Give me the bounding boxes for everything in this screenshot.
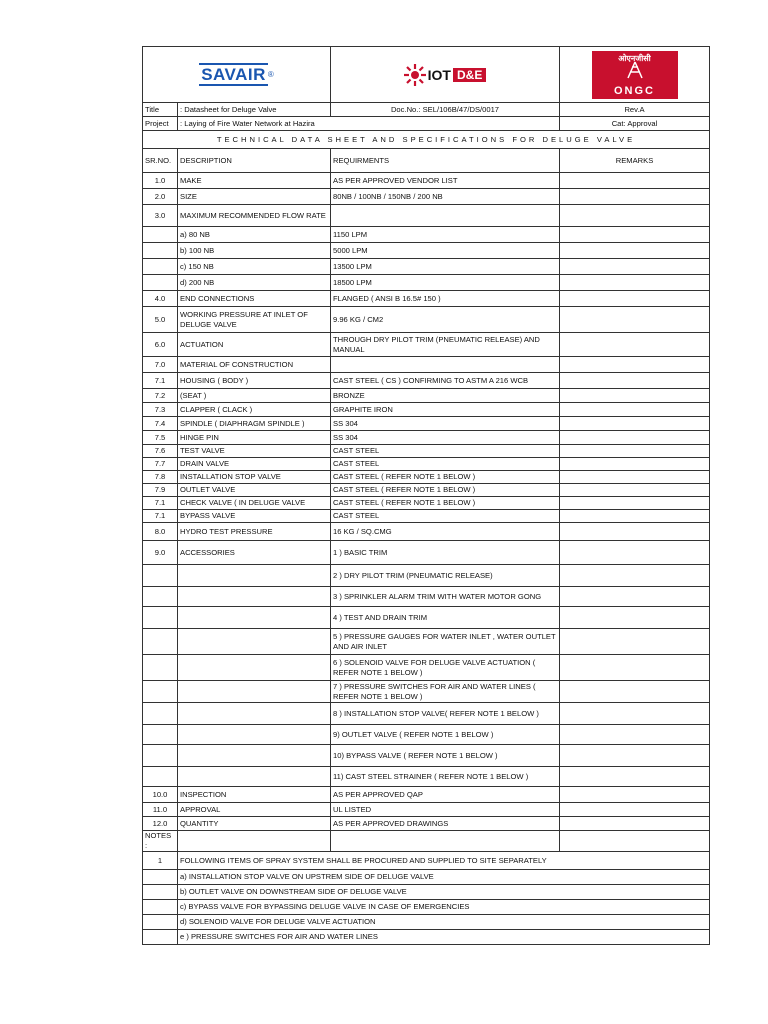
row-requirement: AS PER APPROVED DRAWINGS — [331, 817, 560, 831]
row-remarks — [560, 458, 710, 471]
row-remarks — [560, 725, 710, 745]
row-remarks — [560, 307, 710, 333]
notes-blank — [560, 831, 710, 852]
column-header-row — [143, 149, 710, 173]
row-remarks — [560, 431, 710, 445]
title-value: : Datasheet for Deluge Valve — [178, 103, 331, 117]
iot-logo-cell — [331, 47, 560, 103]
row-srno: 7.1 — [143, 510, 178, 523]
row-requirement: 9.96 KG / CM2 — [331, 307, 560, 333]
row-srno: 4.0 — [143, 291, 178, 307]
iot-sun-icon — [404, 64, 426, 86]
table-row — [143, 445, 710, 458]
row-requirement: 18500 LPM — [331, 275, 560, 291]
row-requirement: 7 ) PRESSURE SWITCHES FOR AIR AND WATER LINES ( REFER NOTE 1 BELOW ) — [331, 681, 560, 703]
row-description: MAXIMUM RECOMMENDED FLOW RATE — [178, 205, 331, 227]
row-remarks — [560, 471, 710, 484]
row-srno: 6.0 — [143, 333, 178, 357]
note-item-text: d) SOLENOID VALVE FOR DELUGE VALVE ACTUATION — [178, 915, 710, 930]
table-row — [143, 510, 710, 523]
col-remarks: REMARKS — [560, 149, 710, 173]
note-item-text: c) BYPASS VALVE FOR BYPASSING DELUGE VALVE IN CASE OF EMERGENCIES — [178, 900, 710, 915]
note-item-blank — [143, 915, 178, 930]
row-srno: 2.0 — [143, 189, 178, 205]
row-description: ACTUATION — [178, 333, 331, 357]
row-remarks — [560, 173, 710, 189]
table-row — [143, 189, 710, 205]
row-description — [178, 745, 331, 767]
row-requirement: CAST STEEL — [331, 510, 560, 523]
row-description: CHECK VALVE ( IN DELUGE VALVE — [178, 497, 331, 510]
table-row — [143, 458, 710, 471]
row-remarks — [560, 189, 710, 205]
row-srno — [143, 275, 178, 291]
row-description — [178, 565, 331, 587]
row-remarks — [560, 787, 710, 803]
row-description: BYPASS VALVE — [178, 510, 331, 523]
iot-logo — [333, 48, 557, 102]
registered-mark: ® — [267, 69, 274, 79]
row-description: SIZE — [178, 189, 331, 205]
row-description: MAKE — [178, 173, 331, 189]
row-description — [178, 725, 331, 745]
row-requirement: 1 ) BASIC TRIM — [331, 541, 560, 565]
row-description: OUTLET VALVE — [178, 484, 331, 497]
row-requirement: GRAPHITE IRON — [331, 403, 560, 417]
row-requirement: 1150 LPM — [331, 227, 560, 243]
row-requirement: 11) CAST STEEL STRAINER ( REFER NOTE 1 BELOW ) — [331, 767, 560, 787]
ongc-logo-cell — [560, 47, 710, 103]
row-srno — [143, 227, 178, 243]
table-row — [143, 471, 710, 484]
table-row — [143, 417, 710, 431]
row-remarks — [560, 523, 710, 541]
row-srno: 7.1 — [143, 373, 178, 389]
row-remarks — [560, 745, 710, 767]
table-row — [143, 607, 710, 629]
table-row — [143, 307, 710, 333]
row-requirement: 13500 LPM — [331, 259, 560, 275]
notes-label-row — [143, 831, 710, 852]
iot-wordmark: IOT — [427, 66, 451, 83]
note-item-row — [143, 885, 710, 900]
row-remarks — [560, 259, 710, 275]
row-description: ACCESSORIES — [178, 541, 331, 565]
row-remarks — [560, 373, 710, 389]
row-remarks — [560, 607, 710, 629]
row-srno: 7.6 — [143, 445, 178, 458]
row-srno — [143, 725, 178, 745]
row-requirement: CAST STEEL — [331, 458, 560, 471]
row-description: WORKING PRESSURE AT INLET OF DELUGE VALVE — [178, 307, 331, 333]
row-requirement: CAST STEEL ( REFER NOTE 1 BELOW ) — [331, 471, 560, 484]
row-description: MATERIAL OF CONSTRUCTION — [178, 357, 331, 373]
row-srno: 7.7 — [143, 458, 178, 471]
ongc-derrick-icon — [625, 61, 645, 79]
project-label: Project — [143, 117, 178, 131]
row-description — [178, 607, 331, 629]
row-description: APPROVAL — [178, 803, 331, 817]
category: Cat: Approval — [560, 117, 710, 131]
row-remarks — [560, 417, 710, 431]
savair-wordmark: SAVAIR — [201, 65, 266, 84]
row-requirement: SS 304 — [331, 431, 560, 445]
row-srno: 3.0 — [143, 205, 178, 227]
row-requirement: 16 KG / SQ.CMG — [331, 523, 560, 541]
row-remarks — [560, 629, 710, 655]
row-srno: 7.3 — [143, 403, 178, 417]
row-srno — [143, 259, 178, 275]
doc-number: Doc.No.: SEL/106B/47/DS/0017 — [331, 103, 560, 117]
row-srno: 7.8 — [143, 471, 178, 484]
row-requirement: SS 304 — [331, 417, 560, 431]
row-remarks — [560, 681, 710, 703]
row-remarks — [560, 205, 710, 227]
table-row — [143, 205, 710, 227]
row-requirement: 2 ) DRY PILOT TRIM (PNEUMATIC RELEASE) — [331, 565, 560, 587]
table-row — [143, 357, 710, 373]
table-row — [143, 587, 710, 607]
row-description: (SEAT ) — [178, 389, 331, 403]
table-row — [143, 497, 710, 510]
row-requirement: 6 ) SOLENOID VALVE FOR DELUGE VALVE ACTUATION ( REFER NOTE 1 BELOW ) — [331, 655, 560, 681]
row-requirement — [331, 357, 560, 373]
row-requirement: 5000 LPM — [331, 243, 560, 259]
row-srno — [143, 565, 178, 587]
table-row — [143, 373, 710, 389]
row-description: CLAPPER ( CLACK ) — [178, 403, 331, 417]
row-requirement: 3 ) SPRINKLER ALARM TRIM WITH WATER MOTOR GONG — [331, 587, 560, 607]
row-description: INSPECTION — [178, 787, 331, 803]
row-remarks — [560, 333, 710, 357]
table-row — [143, 173, 710, 189]
row-srno: 9.0 — [143, 541, 178, 565]
ongc-wordmark: ONGC — [614, 84, 655, 97]
table-row — [143, 523, 710, 541]
note-text: FOLLOWING ITEMS OF SPRAY SYSTEM SHALL BE PROCURED AND SUPPLIED TO SITE SEPARATELY — [178, 852, 710, 870]
notes-blank — [331, 831, 560, 852]
note-number: 1 — [143, 852, 178, 870]
row-remarks — [560, 389, 710, 403]
note-item-text: b) OUTLET VALVE ON DOWNSTREAM SIDE OF DELUGE VALVE — [178, 885, 710, 900]
row-srno: 8.0 — [143, 523, 178, 541]
table-row — [143, 725, 710, 745]
row-remarks — [560, 817, 710, 831]
row-description — [178, 767, 331, 787]
table-row — [143, 803, 710, 817]
row-requirement: CAST STEEL ( REFER NOTE 1 BELOW ) — [331, 497, 560, 510]
row-remarks — [560, 803, 710, 817]
row-remarks — [560, 497, 710, 510]
row-requirement: FLANGED ( ANSI B 16.5# 150 ) — [331, 291, 560, 307]
row-requirement: UL LISTED — [331, 803, 560, 817]
row-remarks — [560, 445, 710, 458]
sheet-title-row — [143, 131, 710, 149]
row-description — [178, 587, 331, 607]
revision: Rev.A — [560, 103, 710, 117]
datasheet-table — [142, 46, 710, 945]
table-row — [143, 817, 710, 831]
row-description: d) 200 NB — [178, 275, 331, 291]
row-srno — [143, 745, 178, 767]
table-row — [143, 681, 710, 703]
note-item-row — [143, 915, 710, 930]
table-row — [143, 629, 710, 655]
row-srno: 7.0 — [143, 357, 178, 373]
row-srno — [143, 587, 178, 607]
row-srno: 7.2 — [143, 389, 178, 403]
row-remarks — [560, 403, 710, 417]
row-requirement: 4 ) TEST AND DRAIN TRIM — [331, 607, 560, 629]
row-description: SPINDLE ( DIAPHRAGM SPINDLE ) — [178, 417, 331, 431]
table-row — [143, 389, 710, 403]
note-item-blank — [143, 930, 178, 945]
table-row — [143, 259, 710, 275]
row-srno — [143, 655, 178, 681]
row-requirement — [331, 205, 560, 227]
table-row — [143, 431, 710, 445]
sheet-title: TECHNICAL DATA SHEET AND SPECIFICATIONS FOR DELUGE VALVE — [143, 131, 710, 149]
row-description: DRAIN VALVE — [178, 458, 331, 471]
row-srno: 5.0 — [143, 307, 178, 333]
table-row — [143, 484, 710, 497]
table-row — [143, 541, 710, 565]
row-remarks — [560, 587, 710, 607]
table-row — [143, 767, 710, 787]
row-remarks — [560, 291, 710, 307]
row-srno: 7.9 — [143, 484, 178, 497]
row-srno — [143, 243, 178, 259]
note-item-blank — [143, 900, 178, 915]
row-srno: 7.5 — [143, 431, 178, 445]
table-row — [143, 275, 710, 291]
table-row — [143, 745, 710, 767]
row-description — [178, 681, 331, 703]
table-row — [143, 227, 710, 243]
table-row — [143, 403, 710, 417]
row-requirement: CAST STEEL — [331, 445, 560, 458]
note-item-row — [143, 900, 710, 915]
de-wordmark: D&E — [453, 68, 486, 82]
savair-logo — [145, 48, 328, 102]
row-srno — [143, 629, 178, 655]
row-description: INSTALLATION STOP VALVE — [178, 471, 331, 484]
row-description: b) 100 NB — [178, 243, 331, 259]
row-description: a) 80 NB — [178, 227, 331, 243]
row-description — [178, 655, 331, 681]
table-row — [143, 565, 710, 587]
row-requirement: 80NB / 100NB / 150NB / 200 NB — [331, 189, 560, 205]
ongc-logo — [592, 51, 678, 99]
row-remarks — [560, 655, 710, 681]
row-requirement: AS PER APPROVED VENDOR LIST — [331, 173, 560, 189]
note-item-text: e ) PRESSURE SWITCHES FOR AIR AND WATER LINES — [178, 930, 710, 945]
row-srno: 1.0 — [143, 173, 178, 189]
row-description: HYDRO TEST PRESSURE — [178, 523, 331, 541]
row-remarks — [560, 275, 710, 291]
project-row — [143, 117, 710, 131]
row-requirement: 8 ) INSTALLATION STOP VALVE( REFER NOTE 1 BELOW ) — [331, 703, 560, 725]
table-row — [143, 703, 710, 725]
note-item-row — [143, 930, 710, 945]
row-remarks — [560, 541, 710, 565]
col-srno: SR.NO. — [143, 149, 178, 173]
row-remarks — [560, 243, 710, 259]
row-description: HINGE PIN — [178, 431, 331, 445]
row-srno — [143, 681, 178, 703]
row-requirement: AS PER APPROVED QAP — [331, 787, 560, 803]
row-srno — [143, 767, 178, 787]
row-requirement: CAST STEEL ( REFER NOTE 1 BELOW ) — [331, 484, 560, 497]
row-remarks — [560, 357, 710, 373]
datasheet — [142, 46, 709, 945]
savair-logo-cell — [143, 47, 331, 103]
logo-row — [143, 47, 710, 103]
row-requirement: 5 ) PRESSURE GAUGES FOR WATER INLET , WATER OUTLET AND AIR INLET — [331, 629, 560, 655]
row-requirement: 10) BYPASS VALVE ( REFER NOTE 1 BELOW ) — [331, 745, 560, 767]
row-description — [178, 629, 331, 655]
notes-blank — [178, 831, 331, 852]
row-description: END CONNECTIONS — [178, 291, 331, 307]
table-row — [143, 333, 710, 357]
row-requirement: CAST STEEL ( CS ) CONFIRMING TO ASTM A 216 WCB — [331, 373, 560, 389]
row-description: c) 150 NB — [178, 259, 331, 275]
row-description: TEST VALVE — [178, 445, 331, 458]
row-remarks — [560, 767, 710, 787]
row-description: QUANTITY — [178, 817, 331, 831]
table-row — [143, 291, 710, 307]
ongc-hindi-text: ओएनजीसी — [618, 53, 651, 63]
row-requirement: THROUGH DRY PILOT TRIM (PNEUMATIC RELEASE) AND MANUAL — [331, 333, 560, 357]
project-value: : Laying of Fire Water Network at Hazira — [178, 117, 560, 131]
row-remarks — [560, 510, 710, 523]
row-srno: 7.1 — [143, 497, 178, 510]
table-row — [143, 655, 710, 681]
row-requirement: BRONZE — [331, 389, 560, 403]
row-srno: 10.0 — [143, 787, 178, 803]
row-remarks — [560, 484, 710, 497]
table-row — [143, 243, 710, 259]
note-row — [143, 852, 710, 870]
row-srno: 7.4 — [143, 417, 178, 431]
row-srno: 11.0 — [143, 803, 178, 817]
row-remarks — [560, 703, 710, 725]
title-row — [143, 103, 710, 117]
note-item-blank — [143, 870, 178, 885]
row-description: HOUSING ( BODY ) — [178, 373, 331, 389]
row-srno — [143, 703, 178, 725]
row-srno: 12.0 — [143, 817, 178, 831]
row-requirement: 9) OUTLET VALVE ( REFER NOTE 1 BELOW ) — [331, 725, 560, 745]
col-description: DESCRIPTION — [178, 149, 331, 173]
note-item-text: a) INSTALLATION STOP VALVE ON UPSTREM SIDE OF DELUGE VALVE — [178, 870, 710, 885]
title-label: Title — [143, 103, 178, 117]
notes-label: NOTES : — [143, 831, 178, 852]
table-row — [143, 787, 710, 803]
note-item-blank — [143, 885, 178, 900]
row-srno — [143, 607, 178, 629]
note-item-row — [143, 870, 710, 885]
row-remarks — [560, 565, 710, 587]
row-description — [178, 703, 331, 725]
col-requirements: REQUIRMENTS — [331, 149, 560, 173]
row-remarks — [560, 227, 710, 243]
